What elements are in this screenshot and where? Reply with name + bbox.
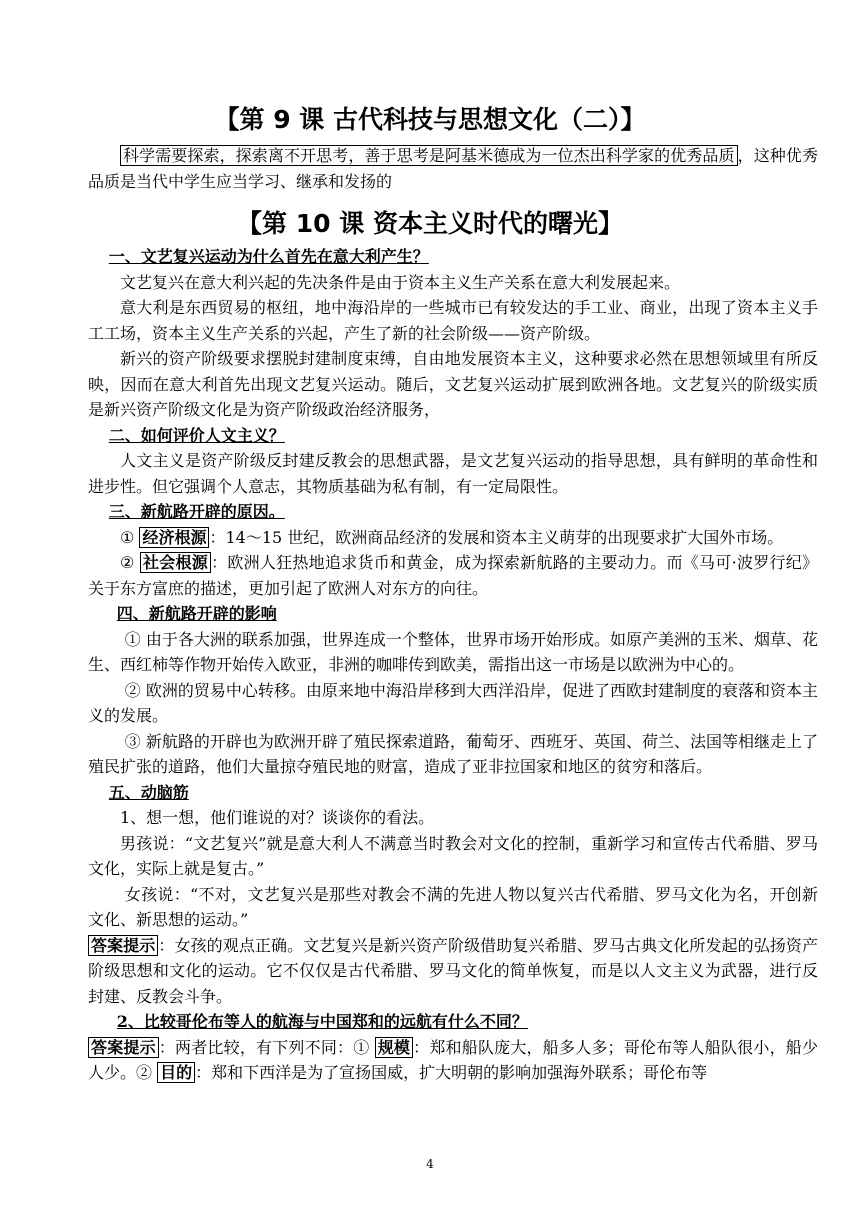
section-4-paragraph-3: ③ 新航路的开辟也为欧洲开辟了殖民探索道路，葡萄牙、西班牙、英国、荷兰、法国等相继走上了殖民扩张的道路，他们大量掠夺殖民地的财富，造成了亚非拉国家和地区的贫穷和落后。 [88,731,818,776]
section-4-paragraph-1: ① 由于各大洲的联系加强，世界连成一个整体，世界市场开始形成。如原产美洲的玉米、烟草、花生、西红柿等作物开始传入欧亚，非洲的咖啡传到欧美，需指出这一市场是以欧洲为中心的。 [88,629,818,674]
economic-root-label: 经济根源 [139,527,209,548]
girl-statement: 女孩说：“不对，文艺复兴是那些对教会不满的先进人物以复兴古代希腊、罗马文化为名，开创新文化、新思想的运动。” [88,884,818,929]
section-1-heading: 一、文艺复兴运动为什么首先在意大利产生？ [108,247,429,266]
section-5-heading: 五、动脑筋 [108,782,189,802]
question-1: 1、想一想，他们谁说的对？谈谈你的看法。 [120,808,435,827]
item-1-text: ：14～15 世纪，欧洲商品经济的发展和资本主义萌芽的出现要求扩大国外市场。 [209,527,784,547]
answer-2-part-a: ：两者比较，有下列不同：① [158,1037,370,1057]
section-1-paragraph-3: 新兴的资产阶级要求摆脱封建制度束缚，自由地发展资本主义，这种要求必然在思想领域里有所反映，因而在意大利首先出现文艺复兴运动。随后，文艺复兴运动扩展到欧洲各地。文艺复兴的阶级实质是新兴资产阶级文化是为资产阶级政治经济服务， [88,349,818,419]
section-4-heading: 四、新航路开辟的影响 [116,604,277,623]
intro-rest-text: ，这种优秀品质是当代中学生应当学习、继承和发扬的 [88,146,818,191]
section-2-paragraph-1: 人文主义是资产阶级反封建反教会的思想武器，是文艺复兴运动的指导思想，具有鲜明的革命性和进步性。但它强调个人意志，其物质基础为私有制，有一定局限性。 [88,451,818,496]
scale-label: 规模 [375,1037,413,1058]
section-3-heading: 三、新航路开辟的原因。 [108,502,285,521]
answer-2 [88,1035,818,1086]
boy-statement: 男孩说：“文艺复兴”就是意大利人不满意当时教会对文化的控制，重新学习和宣传古代希腊、罗马文化，实际上就是复古。” [88,833,818,878]
answer-hint-label: 答案提示 [88,935,158,956]
question-2: 2、比较哥伦布等人的航海与中国郑和的远航有什么不同？ [116,1012,528,1031]
section-3-item-1 [88,525,818,551]
answer-2-part-c: ：郑和下西洋是为了宣扬国威，扩大明朝的影响加强海外联系；哥伦布等 [195,1063,708,1082]
answer-2-part-b: ：郑和船队庞大，船多人多；哥伦布等人船队很小，船少人少。② [88,1037,818,1082]
page-number: 4 [426,1157,434,1171]
section-2-heading: 二、如何评价人文主义？ [108,425,285,445]
item-2-number: ② [120,553,135,572]
section-1-paragraph-1: 文艺复兴在意大利兴起的先决条件是由于资本主义生产关系在意大利发展起来。 [120,272,681,292]
intro-boxed-text: 科学需要探索，探索离不开思考，善于思考是阿基米德成为一位杰出科学家的优秀品质 [120,145,738,166]
answer-1 [88,933,818,1010]
lesson-9-intro-paragraph [88,143,818,194]
lesson-9-intro [88,143,818,194]
lesson-9-title: 【第 9 课 古代科技与思想文化（二）】 [214,105,646,134]
lesson-10-body [88,244,818,1086]
answer-hint-label-2: 答案提示 [88,1037,159,1058]
item-1-number: ① [120,527,135,547]
lesson-10-title: 【第 10 课 资本主义时代的曙光】 [237,209,623,238]
answer-1-text: ：女孩的观点正确。文艺复兴是新兴资产阶级借助复兴希腊、罗马古典文化所发起的弘扬资产阶级思想和文化的运动。它不仅仅是古代希腊、罗马文化的简单恢复，而是以人文主义为武器，进行反封建、反教会斗争。 [88,935,818,1006]
section-4-paragraph-2: ② 欧洲的贸易中心转移。由原来地中海沿岸移到大西洋沿岸，促进了西欧封建制度的衰落和资本主义的发展。 [88,680,818,725]
item-2-text: ：欧洲人狂热地追求货币和黄金，成为探索新航路的主要动力。而《马可·波罗行纪》关于东方富庶的描述，更加引起了欧洲人对东方的向往。 [88,553,819,598]
social-root-label: 社会根源 [140,552,211,573]
section-1-paragraph-2: 意大利是东西贸易的枢纽，地中海沿岸的一些城市已有较发达的手工业、商业，出现了资本主义手工工场，资本主义生产关系的兴起，产生了新的社会阶级——资产阶级。 [88,298,818,343]
purpose-label: 目的 [157,1062,195,1083]
section-3-item-2 [88,550,818,601]
